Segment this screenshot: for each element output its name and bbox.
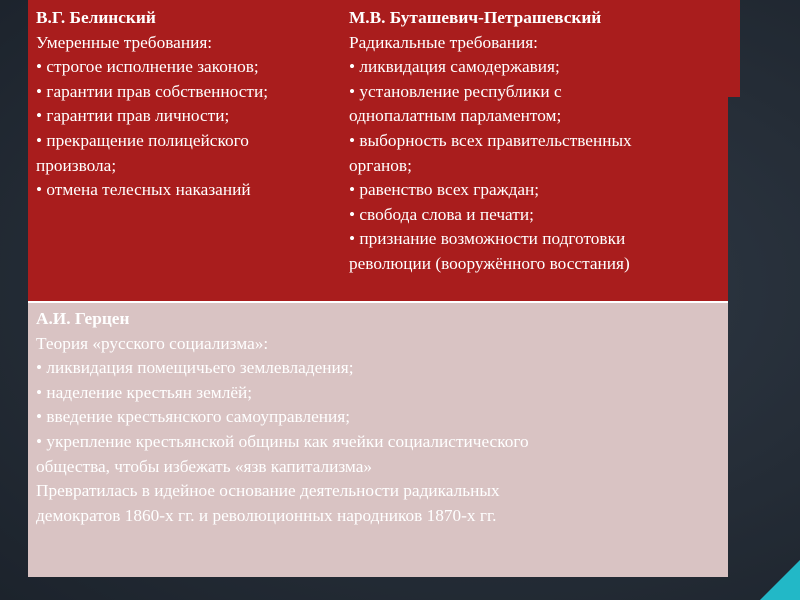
petrashevsky-line: однопалатным парламентом; xyxy=(349,106,562,126)
petrashevsky-line: революции (вооружённого восстания) xyxy=(349,253,630,273)
belinsky-line: произвола; xyxy=(36,155,117,175)
petrashevsky-line: • признание возможности подготовки xyxy=(349,229,626,249)
herzen-line: • укрепление крестьянской общины как ячейки социалистического xyxy=(36,431,529,451)
petrashevsky-line: Радикальные требования: xyxy=(349,32,538,52)
herzen-line: • введение крестьянского самоуправления; xyxy=(36,407,351,427)
herzen-line: общества, чтобы избежать «язв капитализма» xyxy=(36,456,373,476)
herzen-line: демократов 1860-х гг. и революционных народников 1870-х гг. xyxy=(36,505,497,525)
belinsky-line: • прекращение полицейского xyxy=(36,130,249,150)
petrashevsky-line: • ликвидация самодержавия; xyxy=(349,57,560,77)
petrashevsky-line: • равенство всех граждан; xyxy=(349,180,540,200)
belinsky-line: • строгое исполнение законов; xyxy=(36,57,259,77)
belinsky-line: • гарантии прав личности; xyxy=(36,106,230,126)
herzen-line: • наделение крестьян землёй; xyxy=(36,382,253,402)
herzen-line: Превратилась в идейное основание деятельности радикальных xyxy=(36,481,500,501)
accent-triangle xyxy=(760,560,800,600)
herzen-line: Теория «русского социализма»: xyxy=(36,333,269,353)
belinsky-line: • отмена телесных наказаний xyxy=(36,180,251,200)
cell-title-petrashevsky: М.В. Буташевич-Петрашевский xyxy=(349,8,602,27)
belinsky-line: • гарантии прав собственности; xyxy=(36,81,268,101)
petrashevsky-line: • установление республики с xyxy=(349,81,562,101)
cell-title-belinsky: В.Г. Белинский xyxy=(36,8,156,27)
petrashevsky-line: • свобода слова и печати; xyxy=(349,204,534,224)
table-row-top-edge xyxy=(728,0,740,97)
cell-belinsky xyxy=(36,6,338,203)
petrashevsky-line: • выборность всех правительственных xyxy=(349,130,632,150)
cell-title-herzen: А.И. Герцен xyxy=(36,309,130,328)
belinsky-line: Умеренные требования: xyxy=(36,32,213,52)
petrashevsky-line: органов; xyxy=(349,155,412,175)
cell-petrashevsky xyxy=(349,6,729,277)
cell-herzen xyxy=(36,307,716,528)
herzen-line: • ликвидация помещичьего землевладения; xyxy=(36,358,354,378)
